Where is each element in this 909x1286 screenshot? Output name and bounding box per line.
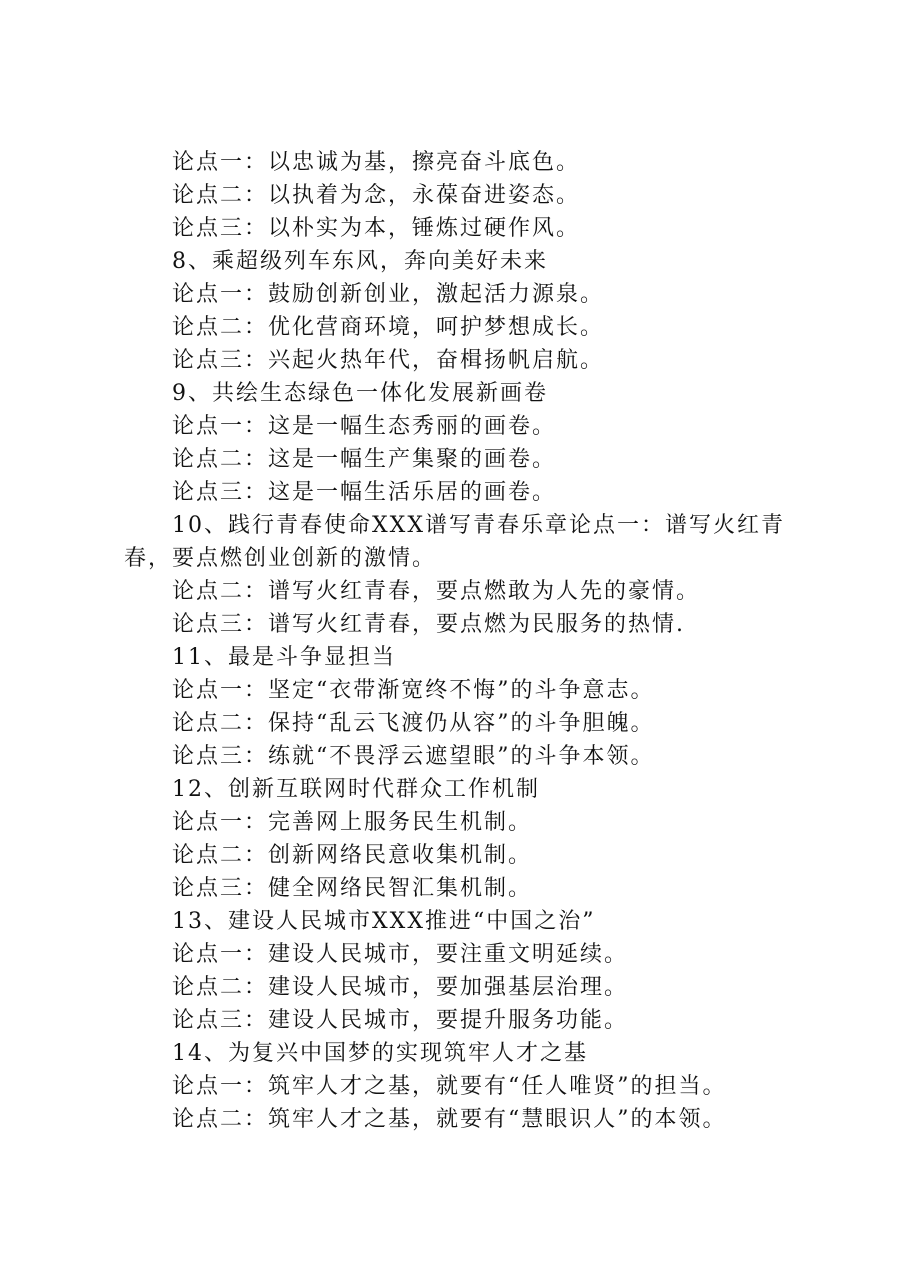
text-line: 论点一：这是一幅生态秀丽的画卷。 — [172, 414, 557, 439]
section-heading-wrapped: 10、践行青春使命XXX谱写青春乐章论点一：谱写火红青春，要点燃创业创新的激情。 — [124, 513, 785, 571]
text-line: 论点三：健全网络民智汇集机制。 — [172, 876, 533, 901]
text-line: 论点二：建设人民城市，要加强基层治理。 — [172, 975, 629, 1000]
text-line: 论点三：练就“不畏浮云遮望眼”的斗争本领。 — [172, 744, 655, 769]
text-line: 论点三：谱写火红青春，要点燃为民服务的热情. — [172, 612, 685, 637]
text-line: 论点二：优化营商环境，呵护梦想成长。 — [172, 315, 605, 340]
text-line: 论点三：这是一幅生活乐居的画卷。 — [172, 480, 557, 505]
text-line: 论点二：以执着为念，永葆奋进姿态。 — [172, 183, 581, 208]
section-heading: 14、为复兴中国梦的实现筑牢人才之基 — [172, 1041, 588, 1066]
text-line: 论点二：保持“乱云飞渡仍从容”的斗争胆魄。 — [172, 711, 655, 736]
text-line: 论点二：谱写火红青春，要点燃敢为人先的豪情。 — [172, 579, 701, 604]
text-line: 论点三：以朴实为本，锤炼过硬作风。 — [172, 216, 581, 241]
text-line: 论点一：完善网上服务民生机制。 — [172, 810, 533, 835]
section-heading: 8、乘超级列车东风，奔向美好未来 — [172, 249, 548, 274]
text-line: 论点二：创新网络民意收集机制。 — [172, 843, 533, 868]
document-body — [124, 146, 804, 1136]
text-line: 论点一：鼓励创新创业，激起活力源泉。 — [172, 282, 605, 307]
text-line: 论点二：筑牢人才之基，就要有“慧眼识人”的本领。 — [172, 1107, 727, 1132]
text-line: 论点一：建设人民城市，要注重文明延续。 — [172, 942, 629, 967]
section-heading: 12、创新互联网时代群众工作机制 — [172, 777, 540, 802]
section-heading: 11、最是斗争显担当 — [172, 645, 396, 670]
text-line: 论点一：以忠诚为基，擦亮奋斗底色。 — [172, 150, 581, 175]
section-heading: 9、共绘生态绿色一体化发展新画卷 — [172, 381, 548, 406]
section-heading: 13、建设人民城市XXX推进“中国之治” — [172, 909, 596, 934]
text-line: 论点三：建设人民城市，要提升服务功能。 — [172, 1008, 629, 1033]
text-line: 论点三：兴起火热年代，奋楫扬帆启航。 — [172, 348, 605, 373]
text-line: 论点一：坚定“衣带渐宽终不悔”的斗争意志。 — [172, 678, 655, 703]
text-line: 论点二：这是一幅生产集聚的画卷。 — [172, 447, 557, 472]
text-line: 论点一：筑牢人才之基，就要有“任人唯贤”的担当。 — [172, 1074, 727, 1099]
